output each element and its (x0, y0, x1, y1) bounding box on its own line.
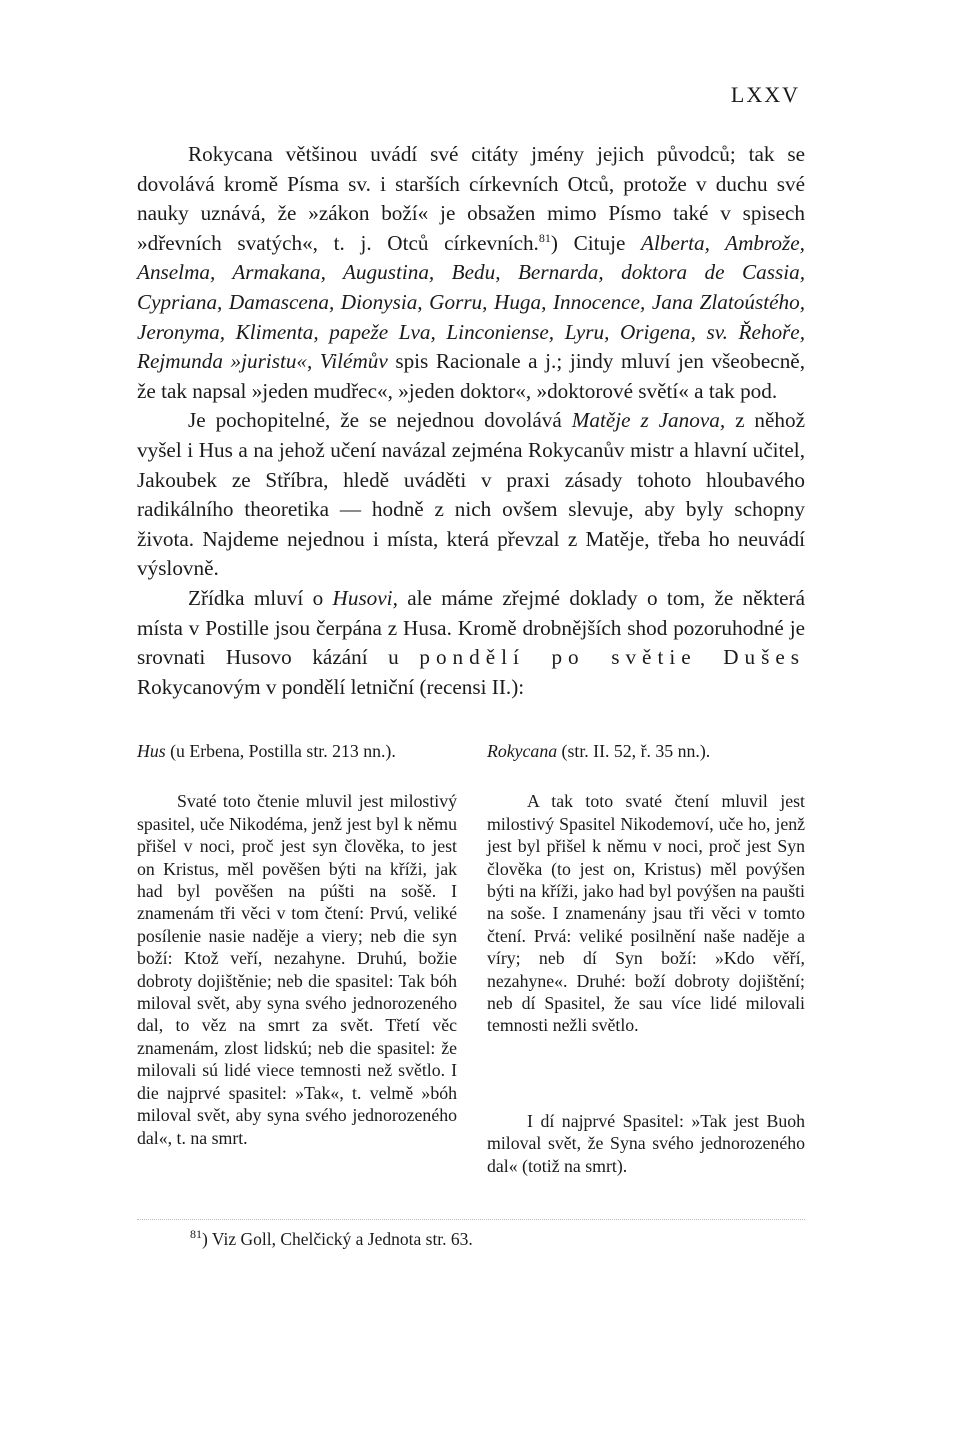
italic-name: Husovi, (332, 585, 398, 610)
footnote-mark: 81 (190, 1227, 202, 1242)
page-number: LXXV (730, 82, 800, 107)
text-run: Rokycana většinou uvádí své citáty jmény jejich původců; tak se dovolává kromě Písma sv. i starších církevních Otců, protože v duchu své nauky uznává, že »zákon boží« je obsažen mimo Písmo také v spisech »dřevních svatých«, t. j. Otců církevních. (137, 142, 805, 255)
footnote (190, 1228, 473, 1250)
text-run: z něhož vyšel i Hus a na jehož učení navázal zejména Rokycanův mistr a hlavní učitel, Jakoubek ze Stříbra, hledě uváděti v praxi zásady tohoto hloubavého radikálního theoretika — hodně z nich ovšem slevuje, aby byly schopny života. Najdeme nejednou i místa, která převzal z Matěje, třeba ho neuvádí výslovně. (137, 408, 805, 581)
footnote-ref: 81 (538, 230, 551, 245)
paragraph-hus (137, 584, 805, 702)
column-heading (137, 740, 457, 762)
column-text: A tak toto svaté čtení mluvil jest milostivý Spasitel Nikodemoví, uče ho, jenž jest byl přišel k němu v noci, proč jest Syn člověka (to jest on, Kristus) měl povýšen býti na kříži, jako had byl povýšen na paušti na soše. I znamenány jsau tři věci v tomto čtení. Prvá: veliké posilnění naše naděje a víry; neb dí Syn boží: »Kdo věří, nezahyne«. Druhé: boží dobroty dojištění; neb dí Spasitel, že sau více lidé milovali temnosti nežli světlo. (487, 791, 805, 1036)
paragraph-matej (137, 406, 805, 584)
column-text-2: I dí najprvé Spasitel: »Tak jest Buoh miloval svět, že Syna svého jednorozeného dal« (totiž na smrt). (487, 1110, 805, 1176)
text-run: ) Cituje (550, 230, 642, 255)
text-run: ale máme zřejmé doklady o tom, že některá místa v Postille jsou čerpána z Husa. Kromě drobnějších shod pozoruhodné je srovnati Husovo kázání u (137, 585, 805, 670)
text-run: Zřídka mluví o (188, 585, 333, 610)
column-text: Svaté toto čtenie mluvil jest milostivý spasitel, uče Nikodéma, jenž jest byl k němu přišel v noci, proč jest syn člověka, to jest on Kristus, měl pověšen býti na kříži, jak had byl pověšen na púšti na sošě. I znamenám tři věci v tom čtení: Prvú, veliké posílenie nasie naděje a viery; neb die syn boží: Ktož veří, nezahyne. Druhú, božie dobroty dojištěnie; neb die spasitel: Tak bóh miloval svět, aby syna svého jednorozeného dal, to věz na smrt za svět. Třetí věc znamenám, zlost lidskú; neb die spasitel: že milovali sú lidé viece temnosti než světlo. I die najprvé spasitel: »Tak«, t. velmě »bóh miloval svět, aby syna svého jednorozeného dal«, t. na smrt. (137, 791, 457, 1148)
column-source: Rokycana (487, 741, 558, 761)
column-heading (487, 740, 805, 762)
italic-name: Matěje z Janova, (571, 408, 726, 433)
column-reference: (u Erbena, Postilla str. 213 nn.). (165, 741, 396, 761)
italic-names: Alberta, Ambrože, Anselma, Armakana, Augustina, Bedu, Bernarda, doktora de Cassia, Cypriana, Damascena, Dionysia, Gorru, Huga, Innocence, Jana Zlatoústého, Jeronyma, Klimenta, papeže Lva, Linconiense, Lyru, Origena, sv. Řehoře, Rejmunda »juristu«, Vilémův (137, 230, 805, 374)
column-hus (137, 740, 457, 1149)
paragraph-citations (137, 140, 805, 406)
column-reference: (str. II. 52, ř. 35 nn.). (557, 741, 711, 761)
text-run: Rokycanovým v pondělí letniční (recensi II.): (137, 674, 525, 699)
footnote-text: ) Viz Goll, Chelčický a Jednota str. 63. (202, 1229, 473, 1249)
main-text (137, 140, 805, 702)
spaced-text: pondělí po světie Dušes (419, 645, 806, 670)
column-source: Hus (137, 741, 166, 761)
text-run: spis Racionale a j.; jindy mluví jen všeobecně, že tak napsal »jeden mudřec«, »jeden doktor«, »doktorové světí« a tak pod. (137, 349, 805, 403)
text-run: Je pochopitelné, že se nejednou dovolává (188, 408, 572, 433)
footnote-divider (137, 1219, 805, 1220)
column-rokycana (487, 740, 805, 1177)
